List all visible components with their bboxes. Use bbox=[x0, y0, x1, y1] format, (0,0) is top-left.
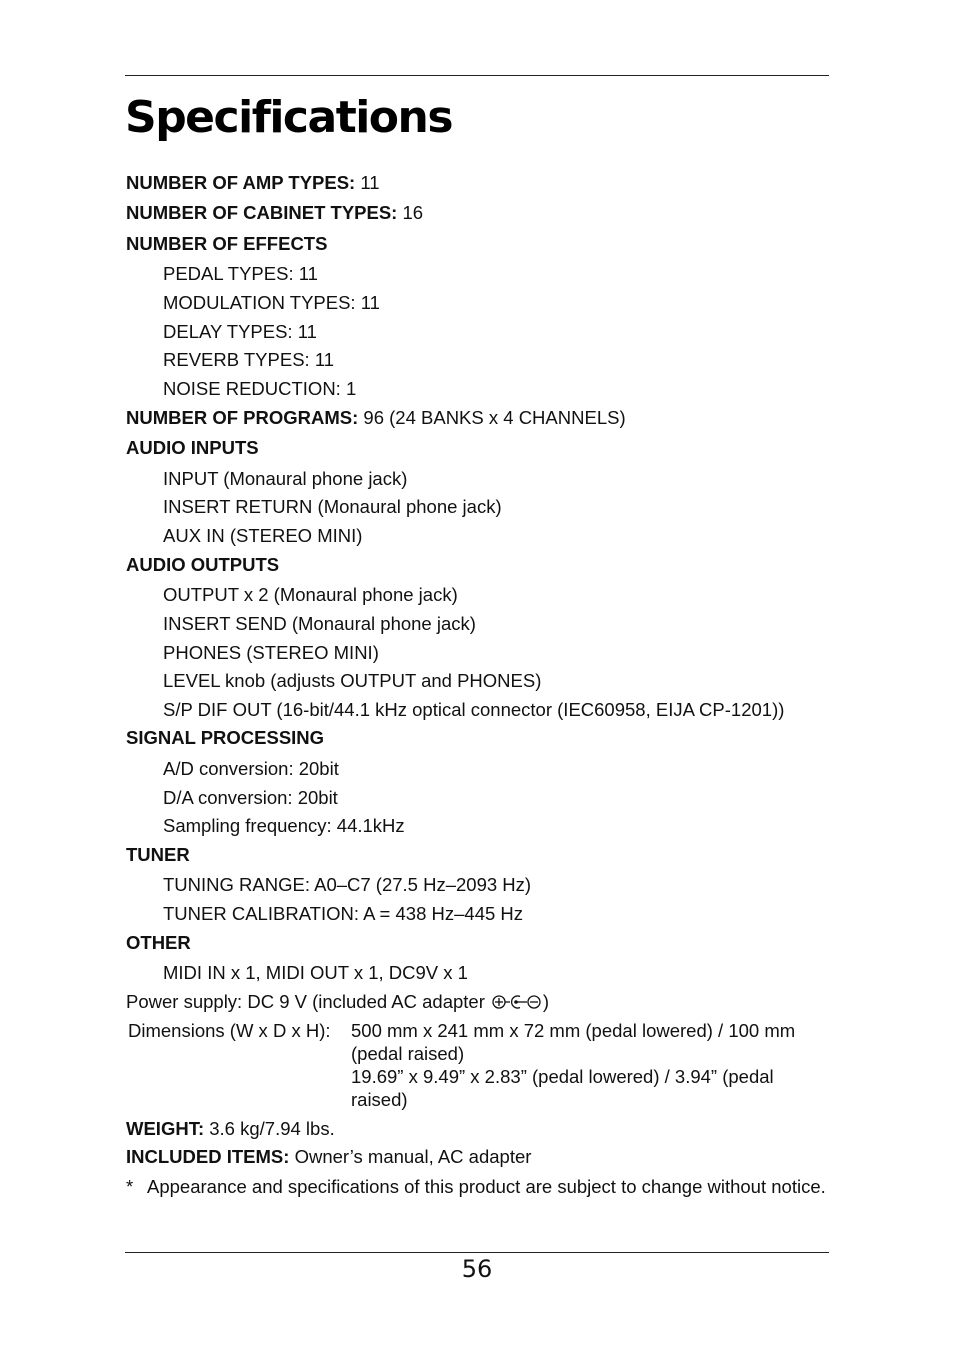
effects-item: DELAY TYPES: 11 bbox=[163, 321, 317, 342]
bottom-rule bbox=[125, 1252, 829, 1253]
audio-outputs-item: OUTPUT x 2 (Monaural phone jack) bbox=[163, 584, 458, 605]
effects-item: PEDAL TYPES: 11 bbox=[163, 263, 318, 284]
audio-outputs-heading: AUDIO OUTPUTS bbox=[126, 554, 280, 575]
audio-outputs-item: PHONES (STEREO MINI) bbox=[163, 642, 379, 663]
effects-item: NOISE REDUCTION: 1 bbox=[163, 378, 357, 399]
tuner-item: TUNER CALIBRATION: A = 438 Hz–445 Hz bbox=[163, 903, 524, 924]
footnote-mark: * bbox=[126, 1176, 134, 1197]
spec-amp-types bbox=[126, 171, 380, 194]
footnote-text: Appearance and specifications of this product are subject to change without notice. bbox=[147, 1176, 826, 1197]
effects-item: REVERB TYPES: 11 bbox=[163, 349, 335, 370]
tuner-item: TUNING RANGE: A0–C7 (27.5 Hz–2093 Hz) bbox=[163, 874, 532, 895]
signal-processing-heading: SIGNAL PROCESSING bbox=[126, 727, 325, 748]
audio-outputs-item: S/P DIF OUT (16-bit/44.1 kHz optical connector (IEC60958, EIJA CP-1201)) bbox=[163, 699, 785, 720]
tuner-heading: TUNER bbox=[126, 844, 190, 865]
spec-value: 16 bbox=[402, 202, 424, 223]
page-number: 56 bbox=[461, 1255, 493, 1283]
page-title: Specifications bbox=[125, 92, 453, 143]
audio-inputs-item: AUX IN (STEREO MINI) bbox=[163, 525, 363, 546]
signal-processing-item: A/D conversion: 20bit bbox=[163, 758, 339, 779]
spec-value: Owner’s manual, AC adapter bbox=[294, 1146, 532, 1167]
audio-outputs-item: LEVEL knob (adjusts OUTPUT and PHONES) bbox=[163, 670, 542, 691]
dimensions-label: Dimensions (W x D x H): bbox=[128, 1020, 331, 1041]
spec-included-items bbox=[126, 1145, 531, 1168]
audio-inputs-item: INPUT (Monaural phone jack) bbox=[163, 468, 408, 489]
signal-processing-item: D/A conversion: 20bit bbox=[163, 787, 338, 808]
spec-label: NUMBER OF AMP TYPES: bbox=[126, 172, 356, 193]
dimensions-metric: 500 mm x 241 mm x 72 mm (pedal lowered) / 100 mm (pedal raised) bbox=[351, 1020, 796, 1064]
other-heading: OTHER bbox=[126, 932, 191, 953]
signal-processing-item: Sampling frequency: 44.1kHz bbox=[163, 815, 405, 836]
power-supply-text: Power supply: DC 9 V (included AC adapter bbox=[126, 991, 485, 1012]
audio-inputs-item: INSERT RETURN (Monaural phone jack) bbox=[163, 496, 502, 517]
spec-weight bbox=[126, 1117, 335, 1140]
audio-outputs-item: INSERT SEND (Monaural phone jack) bbox=[163, 613, 476, 634]
spec-value: 3.6 kg/7.94 lbs. bbox=[209, 1118, 335, 1139]
effects-item: MODULATION TYPES: 11 bbox=[163, 292, 380, 313]
power-supply bbox=[126, 990, 549, 1015]
dimensions-imperial: 19.69” x 9.49” x 2.83” (pedal lowered) / 3.94” (pedal raised) bbox=[351, 1066, 774, 1110]
other-item: MIDI IN x 1, MIDI OUT x 1, DC9V x 1 bbox=[163, 962, 468, 983]
power-supply-close: ) bbox=[542, 991, 550, 1012]
spec-label: WEIGHT: bbox=[126, 1118, 205, 1139]
spec-cabinet-types bbox=[126, 201, 423, 224]
dimensions-values bbox=[351, 1019, 829, 1111]
spec-value: 96 (24 BANKS x 4 CHANNELS) bbox=[363, 407, 626, 428]
top-rule bbox=[125, 75, 829, 76]
audio-inputs-heading: AUDIO INPUTS bbox=[126, 437, 259, 458]
spec-programs bbox=[126, 406, 626, 429]
spec-value: 11 bbox=[360, 172, 380, 193]
spec-label: NUMBER OF PROGRAMS: bbox=[126, 407, 359, 428]
spec-label: INCLUDED ITEMS: bbox=[126, 1146, 290, 1167]
effects-heading: NUMBER OF EFFECTS bbox=[126, 233, 328, 254]
dc-polarity-icon bbox=[491, 992, 543, 1015]
spec-label: NUMBER OF CABINET TYPES: bbox=[126, 202, 398, 223]
